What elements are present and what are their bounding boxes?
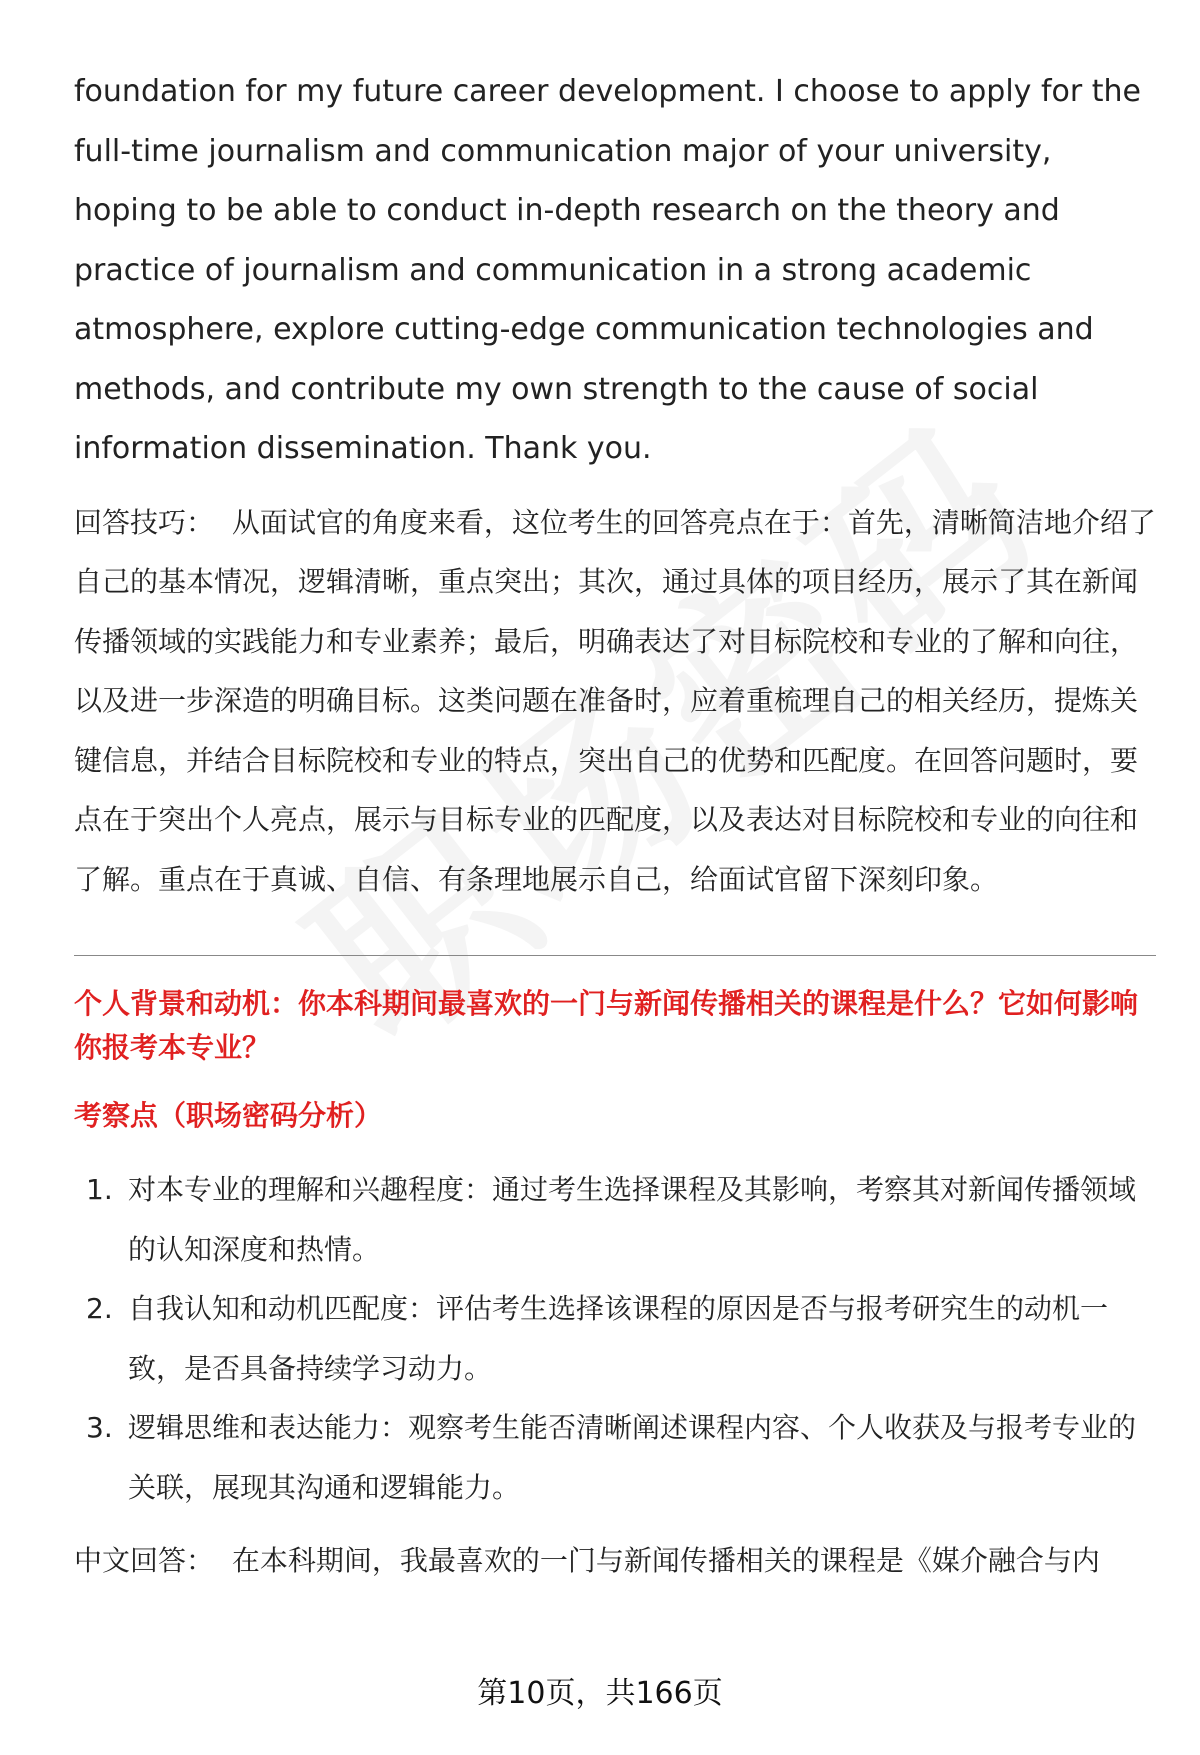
list-item-text: 逻辑思维和表达能力：观察考生能否清晰阐述课程内容、个人收获及与报考专业的关联，展现其沟通和逻辑能力。 (128, 1411, 1137, 1504)
answer-tips-paragraph (74, 493, 1156, 910)
answer-tips-text: 从面试官的角度来看，这位考生的回答亮点在于：首先，清晰简洁地介绍了自己的基本情况，逻辑清晰，重点突出；其次，通过具体的项目经历，展示了其在新闻传播领域的实践能力和专业素养；最后，明确表达了对目标院校和专业的了解和向往，以及进一步深造的明确目标。这类问题在准备时，应着重梳理自己的相关经历，提炼关键信息，并结合目标院校和专业的特点，突出自己的优势和匹配度。在回答问题时，要点在于突出个人亮点，展示与目标专业的匹配度，以及表达对目标院校和专业的向往和了解。重点在于真诚、自信、有条理地展示自己，给面试官留下深刻印象。 (74, 505, 1156, 896)
list-item-number: 3. (86, 1411, 113, 1444)
document-body (74, 62, 1156, 1591)
list-item (74, 1398, 1156, 1517)
chinese-answer-label: 中文回答： (74, 1544, 215, 1577)
list-item-number: 1. (86, 1173, 113, 1206)
chinese-answer-text: 在本科期间，我最喜欢的一门与新闻传播相关的课程是《媒介融合与内 (231, 1544, 1100, 1577)
list-item-text: 自我认知和动机匹配度：评估考生选择该课程的原因是否与报考研究生的动机一致，是否具备持续学习动力。 (128, 1292, 1109, 1385)
list-item (74, 1279, 1156, 1398)
english-answer-paragraph: foundation for my future career development. I choose to apply for the full-time journalism and communication major of your university, hoping to be able to conduct in-depth research on the theory and practice of journalism and communication in a strong academic atmosphere, explore cutting-edge communication technologies and methods, and contribute my own strength to the cause of social information dissemination. Thank you. (74, 74, 1141, 466)
page-number-footer: 第10页，共166页 (477, 1676, 723, 1711)
answer-tips-label: 回答技巧： (74, 505, 215, 539)
question-heading: 个人背景和动机：你本科期间最喜欢的一门与新闻传播相关的课程是什么？它如何影响你报考本专业？ (74, 987, 1139, 1064)
list-item-text: 对本专业的理解和兴趣程度：通过考生选择课程及其影响，考察其对新闻传播领域的认知深度和热情。 (128, 1173, 1137, 1266)
assessment-list (74, 1160, 1156, 1517)
chinese-answer-paragraph (74, 1531, 1156, 1591)
assessment-heading: 考察点（职场密码分析） (74, 1099, 383, 1132)
list-item (74, 1160, 1156, 1279)
section-divider (74, 955, 1156, 956)
list-item-number: 2. (86, 1292, 113, 1325)
